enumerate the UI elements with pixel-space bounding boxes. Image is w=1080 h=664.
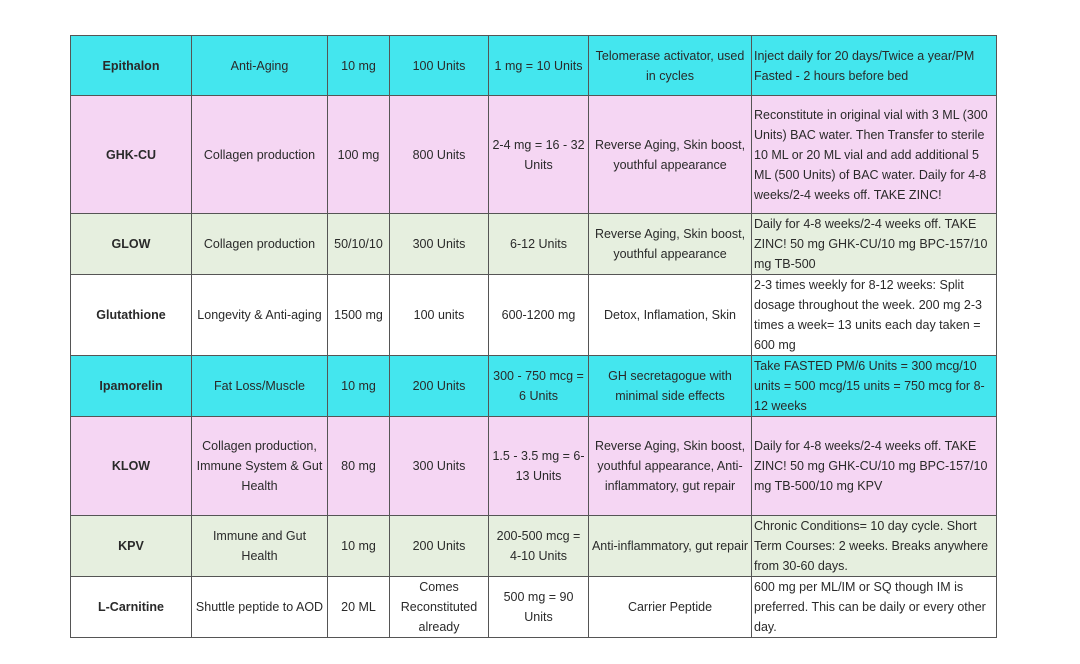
notes-cell: Inject daily for 20 days/Twice a year/PM Fasted - 2 hours before bed — [752, 36, 997, 96]
amount-cell: 10 mg — [328, 516, 390, 577]
table-row — [71, 96, 997, 214]
purpose-cell: Longevity & Anti-aging — [192, 275, 328, 356]
peptide-name: KPV — [71, 516, 192, 577]
peptide-name: Epithalon — [71, 36, 192, 96]
benefits-cell: Reverse Aging, Skin boost, youthful appearance, Anti-inflammatory, gut repair — [589, 417, 752, 516]
benefits-cell: GH secretagogue with minimal side effects — [589, 356, 752, 417]
amount-cell: 1500 mg — [328, 275, 390, 356]
purpose-cell: Immune and Gut Health — [192, 516, 328, 577]
purpose-cell: Shuttle peptide to AOD — [192, 577, 328, 638]
dose-cell: 1 mg = 10 Units — [489, 36, 589, 96]
dose-cell: 2-4 mg = 16 - 32 Units — [489, 96, 589, 214]
dose-cell: 300 - 750 mcg = 6 Units — [489, 356, 589, 417]
benefits-cell: Carrier Peptide — [589, 577, 752, 638]
volume-cell: 200 Units — [390, 516, 489, 577]
amount-cell: 10 mg — [328, 36, 390, 96]
purpose-cell: Collagen production, Immune System & Gut Health — [192, 417, 328, 516]
table-row — [71, 356, 997, 417]
table-row — [71, 275, 997, 356]
amount-cell: 20 ML — [328, 577, 390, 638]
amount-cell: 80 mg — [328, 417, 390, 516]
purpose-cell: Collagen production — [192, 96, 328, 214]
peptide-name: GHK-CU — [71, 96, 192, 214]
peptide-name: L-Carnitine — [71, 577, 192, 638]
benefits-cell: Telomerase activator, used in cycles — [589, 36, 752, 96]
peptide-name: Ipamorelin — [71, 356, 192, 417]
volume-cell: 300 Units — [390, 417, 489, 516]
dose-cell: 500 mg = 90 Units — [489, 577, 589, 638]
notes-cell: Reconstitute in original vial with 3 ML (300 Units) BAC water. Then Transfer to sterile 10 ML or 20 ML vial and add additional 5 ML (500 Units) of BAC water. Daily for 4-8 weeks/2-4 weeks off. TAKE ZINC! — [752, 96, 997, 214]
dose-cell: 600-1200 mg — [489, 275, 589, 356]
amount-cell: 50/10/10 — [328, 214, 390, 275]
volume-cell: 200 Units — [390, 356, 489, 417]
volume-cell: 100 units — [390, 275, 489, 356]
table-row — [71, 36, 997, 96]
benefits-cell: Detox, Inflamation, Skin — [589, 275, 752, 356]
amount-cell: 10 mg — [328, 356, 390, 417]
notes-cell: 600 mg per ML/IM or SQ though IM is preferred. This can be daily or every other day. — [752, 577, 997, 638]
dose-cell: 1.5 - 3.5 mg = 6-13 Units — [489, 417, 589, 516]
table-row — [71, 417, 997, 516]
purpose-cell: Fat Loss/Muscle — [192, 356, 328, 417]
peptide-name: Glutathione — [71, 275, 192, 356]
purpose-cell: Anti-Aging — [192, 36, 328, 96]
notes-cell: Chronic Conditions= 10 day cycle. Short Term Courses: 2 weeks. Breaks anywhere from 30-60 days. — [752, 516, 997, 577]
notes-cell: 2-3 times weekly for 8-12 weeks: Split dosage throughout the week. 200 mg 2-3 times a week= 13 units each day taken = 600 mg — [752, 275, 997, 356]
peptide-name: KLOW — [71, 417, 192, 516]
volume-cell: 800 Units — [390, 96, 489, 214]
notes-cell: Daily for 4-8 weeks/2-4 weeks off. TAKE ZINC! 50 mg GHK-CU/10 mg BPC-157/10 mg TB-500/10 mg KPV — [752, 417, 997, 516]
benefits-cell: Reverse Aging, Skin boost, youthful appearance — [589, 96, 752, 214]
volume-cell: 300 Units — [390, 214, 489, 275]
notes-cell: Take FASTED PM/6 Units = 300 mcg/10 units = 500 mcg/15 units = 750 mcg for 8-12 weeks — [752, 356, 997, 417]
table-row — [71, 577, 997, 638]
purpose-cell: Collagen production — [192, 214, 328, 275]
amount-cell: 100 mg — [328, 96, 390, 214]
notes-cell: Daily for 4-8 weeks/2-4 weeks off. TAKE ZINC! 50 mg GHK-CU/10 mg BPC-157/10 mg TB-500 — [752, 214, 997, 275]
peptide-table — [70, 35, 997, 638]
volume-cell: 100 Units — [390, 36, 489, 96]
dose-cell: 6-12 Units — [489, 214, 589, 275]
benefits-cell: Reverse Aging, Skin boost, youthful appearance — [589, 214, 752, 275]
benefits-cell: Anti-inflammatory, gut repair — [589, 516, 752, 577]
volume-cell: Comes Reconstituted already — [390, 577, 489, 638]
table-row — [71, 214, 997, 275]
table-row — [71, 516, 997, 577]
dose-cell: 200-500 mcg = 4-10 Units — [489, 516, 589, 577]
peptide-name: GLOW — [71, 214, 192, 275]
